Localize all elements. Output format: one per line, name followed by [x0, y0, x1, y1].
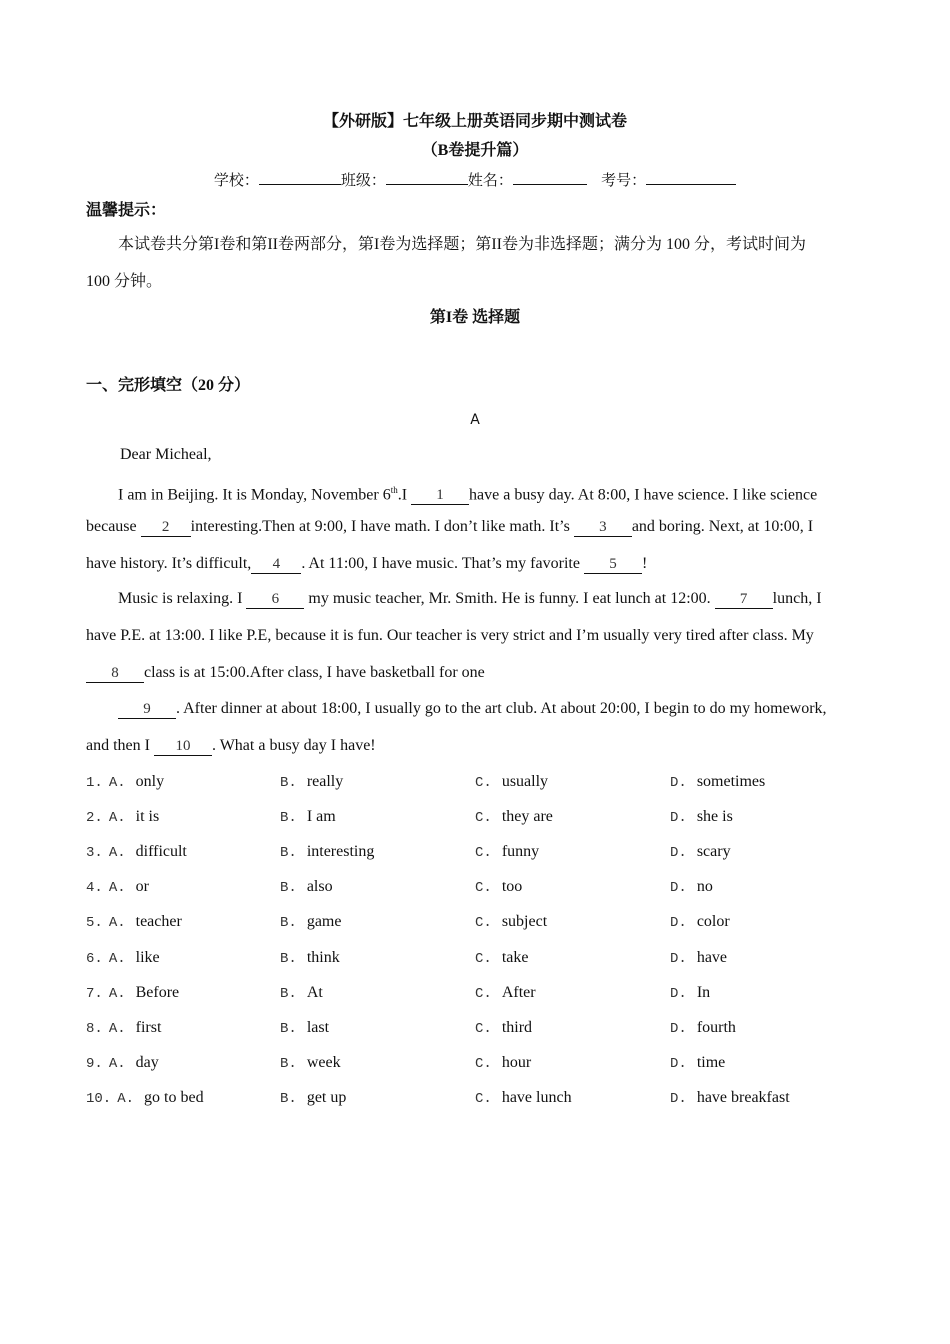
option-letter: B. [280, 845, 297, 862]
option-text: it is [135, 808, 160, 826]
option-letter: A. [108, 775, 126, 791]
option-text: take [501, 948, 529, 966]
option-text: funny [501, 843, 540, 861]
question-5-option-a[interactable] [86, 912, 182, 933]
question-9-option-a[interactable] [86, 1053, 159, 1074]
blank-9[interactable]: 9 [118, 701, 176, 719]
option-text: sometimes [696, 773, 766, 790]
option-text: In [696, 983, 711, 1001]
question-10-option-b[interactable] [280, 1088, 346, 1109]
option-letter: C. [475, 950, 492, 967]
question-4-option-c[interactable] [475, 877, 522, 898]
question-number: 8. [86, 1020, 103, 1037]
question-2-option-b[interactable] [280, 807, 336, 828]
option-letter: A. [108, 880, 126, 897]
option-text: go to bed [144, 1088, 204, 1106]
exam-title: 【外研版】七年级上册英语同步期中测试卷 [322, 113, 627, 130]
blank-2[interactable]: 2 [141, 519, 191, 537]
question-8-option-c[interactable] [475, 1018, 532, 1039]
passage-text: interesting.Then at 9:00, I have math. I don’t like math. It’s [190, 518, 574, 535]
passage-line [86, 626, 814, 646]
passage-text: because [86, 518, 141, 535]
question-7-option-c[interactable] [475, 983, 536, 1004]
option-letter: A. [108, 950, 126, 967]
question-8-option-b[interactable] [280, 1018, 329, 1039]
passage-line [86, 517, 813, 537]
passage-line [118, 699, 827, 719]
option-letter: D. [670, 810, 687, 827]
option-text: too [501, 878, 523, 896]
question-number: 4. [86, 880, 103, 897]
option-text: subject [501, 913, 548, 931]
question-number: 10. [86, 1090, 112, 1107]
student-info-row [0, 170, 950, 190]
passage-line [86, 554, 647, 574]
option-text: scary [696, 843, 731, 861]
passage-text: . What a busy day I have! [211, 737, 376, 754]
option-text: like [135, 948, 160, 966]
exam-subtitle: （B卷提升篇） [421, 142, 529, 159]
option-text: At [306, 983, 323, 1001]
option-letter: D. [670, 880, 687, 897]
notice-text-line1: 本试卷共分第I卷和第II卷两部分，第I卷为选择题；第II卷为非选择题；满分为 100 分，考试时间为 [118, 236, 806, 253]
letter-greeting: Dear Micheal, [120, 446, 212, 463]
part1-title: 第I卷 选择题 [429, 309, 521, 326]
option-text: or [135, 878, 149, 896]
option-letter: C. [475, 1090, 492, 1107]
passage-line [118, 589, 822, 609]
question-6-option-b[interactable] [280, 948, 340, 969]
question-number: 2. [86, 810, 103, 827]
question-1-option-c[interactable] [475, 772, 548, 793]
question-4-option-d[interactable] [670, 877, 713, 898]
option-text: game [306, 913, 342, 931]
class-label: 班级： [340, 171, 386, 189]
option-letter: D. [670, 1090, 687, 1107]
question-number: 3. [86, 845, 103, 862]
question-10-option-a[interactable] [86, 1088, 204, 1109]
option-letter: B. [280, 1055, 297, 1072]
option-letter: A. [108, 1020, 126, 1037]
passage-text: have a busy day. At 8:00, I have science. I like science [469, 486, 818, 504]
option-text: think [306, 948, 340, 966]
option-letter: B. [280, 880, 297, 897]
option-letter: C. [475, 1055, 492, 1072]
passage-text: . At 11:00, I have music. That’s my favorite [301, 555, 584, 572]
blank-3[interactable]: 3 [574, 519, 632, 537]
option-text: first [135, 1018, 162, 1036]
question-2-option-d[interactable] [670, 807, 733, 828]
passage-line [86, 663, 485, 683]
option-text: third [501, 1018, 533, 1036]
option-text: they are [501, 808, 553, 826]
blank-4[interactable]: 4 [251, 556, 301, 574]
notice-text-line2: 100 分钟。 [86, 273, 163, 290]
passage-line [86, 736, 376, 756]
question-number: 9. [86, 1055, 103, 1072]
option-letter: C. [475, 915, 492, 932]
question-5-option-b[interactable] [280, 912, 341, 933]
option-text: fourth [696, 1018, 736, 1036]
question-10-option-d[interactable] [670, 1088, 790, 1109]
passage-label: A [470, 412, 480, 428]
question-3-option-d[interactable] [670, 842, 731, 863]
passage-text: have history. It’s difficult, [86, 555, 252, 572]
passage-text: and then I [86, 737, 154, 754]
blank-8[interactable]: 8 [86, 665, 144, 683]
option-letter: C. [475, 845, 492, 862]
question-number: 5. [86, 915, 103, 932]
option-letter: A. [108, 915, 126, 932]
option-text: After [501, 983, 536, 1001]
option-letter: B. [280, 1020, 297, 1037]
option-letter: C. [475, 880, 492, 897]
option-letter: D. [670, 775, 687, 791]
question-8-option-d[interactable] [670, 1018, 736, 1039]
question-1-option-d[interactable] [670, 772, 765, 793]
option-text: I am [306, 808, 336, 826]
passage-text: .I [397, 486, 412, 504]
question-2-option-c[interactable] [475, 807, 553, 828]
option-letter: C. [475, 810, 492, 827]
option-letter: A. [108, 985, 126, 1002]
option-letter: A. [117, 1090, 135, 1107]
question-6-option-d[interactable] [670, 948, 727, 969]
section-title: 一、完形填空（20 分） [86, 377, 251, 394]
option-text: have lunch [501, 1088, 572, 1106]
question-9-option-b[interactable] [280, 1053, 341, 1074]
option-text: usually [501, 773, 549, 790]
option-letter: C. [475, 1020, 492, 1037]
question-4-option-a[interactable] [86, 877, 149, 898]
blank-10[interactable]: 10 [154, 738, 212, 756]
option-letter: B. [280, 775, 297, 791]
option-text: get up [306, 1088, 347, 1106]
option-letter: A. [108, 1055, 126, 1072]
exam-number-field[interactable] [646, 184, 736, 185]
option-letter: D. [670, 845, 687, 862]
passage-text: ! [641, 555, 648, 572]
question-6-option-a[interactable] [86, 948, 160, 969]
question-9-option-c[interactable] [475, 1053, 531, 1074]
question-number: 6. [86, 950, 103, 967]
option-letter: B. [280, 915, 297, 932]
name-field[interactable] [513, 184, 587, 185]
option-text: have [696, 948, 728, 966]
option-text: have breakfast [696, 1088, 790, 1106]
option-text: difficult [135, 843, 187, 861]
question-7-option-b[interactable] [280, 983, 323, 1004]
option-text: no [696, 878, 713, 896]
option-text: really [306, 773, 344, 790]
blank-6[interactable]: 6 [246, 591, 304, 609]
option-letter: B. [280, 950, 297, 967]
passage-text: class is at 15:00.After class, I have basketball for one [144, 664, 485, 681]
question-8-option-a[interactable] [86, 1018, 161, 1039]
option-text: interesting [306, 843, 375, 861]
option-letter: C. [475, 775, 492, 791]
option-text: also [306, 878, 333, 896]
passage-text: Music is relaxing. I [118, 590, 247, 607]
passage-text: my music teacher, Mr. Smith. He is funny. I eat lunch at 12:00. [304, 590, 715, 607]
question-7-option-a[interactable] [86, 983, 179, 1004]
option-letter: C. [475, 985, 492, 1002]
blank-1[interactable]: 1 [411, 487, 469, 505]
exam-number-label: 考号： [601, 171, 647, 189]
option-letter: B. [280, 810, 297, 827]
question-number: 1. [86, 775, 103, 791]
question-2-option-a[interactable] [86, 807, 159, 828]
question-3-option-b[interactable] [280, 842, 374, 863]
blank-7[interactable]: 7 [715, 591, 773, 609]
option-text: only [135, 773, 165, 790]
option-text: teacher [135, 913, 182, 931]
option-text: day [135, 1053, 159, 1071]
option-letter: D. [670, 1020, 687, 1037]
class-field[interactable] [386, 184, 468, 185]
option-text: last [306, 1018, 330, 1036]
option-letter: B. [280, 1090, 297, 1107]
option-letter: D. [670, 950, 687, 967]
option-text: she is [696, 808, 733, 826]
option-letter: D. [670, 915, 687, 932]
question-6-option-c[interactable] [475, 948, 528, 969]
passage-text: lunch, I [772, 590, 822, 607]
question-3-option-a[interactable] [86, 842, 187, 863]
question-3-option-c[interactable] [475, 842, 539, 863]
option-letter: B. [280, 985, 297, 1002]
option-text: Before [135, 983, 180, 1001]
passage-text: I am in Beijing. It is Monday, November 6 [118, 486, 391, 504]
question-1-option-b[interactable] [280, 772, 343, 793]
question-9-option-d[interactable] [670, 1053, 725, 1074]
option-text: time [696, 1053, 726, 1071]
option-letter: D. [670, 985, 687, 1002]
passage-line [118, 480, 817, 505]
notice-label: 温馨提示： [86, 202, 167, 219]
option-letter: D. [670, 1055, 687, 1072]
superscript: th [390, 485, 398, 495]
school-label: 学校： [213, 171, 259, 189]
option-text: hour [501, 1053, 532, 1071]
name-label: 姓名： [467, 171, 513, 189]
question-5-option-d[interactable] [670, 912, 730, 933]
question-number: 7. [86, 985, 103, 1002]
school-field[interactable] [259, 184, 341, 185]
passage-text: have P.E. at 13:00. I like P.E, because it is fun. Our teacher is very strict and I’m usually very tired after class. My [86, 627, 814, 644]
passage-text: . After dinner at about 18:00, I usually go to the art club. At about 20:00, I begin to do my homework, [176, 700, 827, 717]
question-4-option-b[interactable] [280, 877, 333, 898]
passage-text: and boring. Next, at 10:00, I [631, 518, 814, 535]
question-5-option-c[interactable] [475, 912, 547, 933]
option-text: week [306, 1053, 341, 1071]
option-letter: A. [108, 845, 126, 862]
question-10-option-c[interactable] [475, 1088, 572, 1109]
option-text: color [696, 913, 730, 931]
blank-5[interactable]: 5 [584, 556, 642, 574]
question-7-option-d[interactable] [670, 983, 710, 1004]
option-letter: A. [108, 810, 126, 827]
question-1-option-a[interactable] [86, 772, 164, 793]
